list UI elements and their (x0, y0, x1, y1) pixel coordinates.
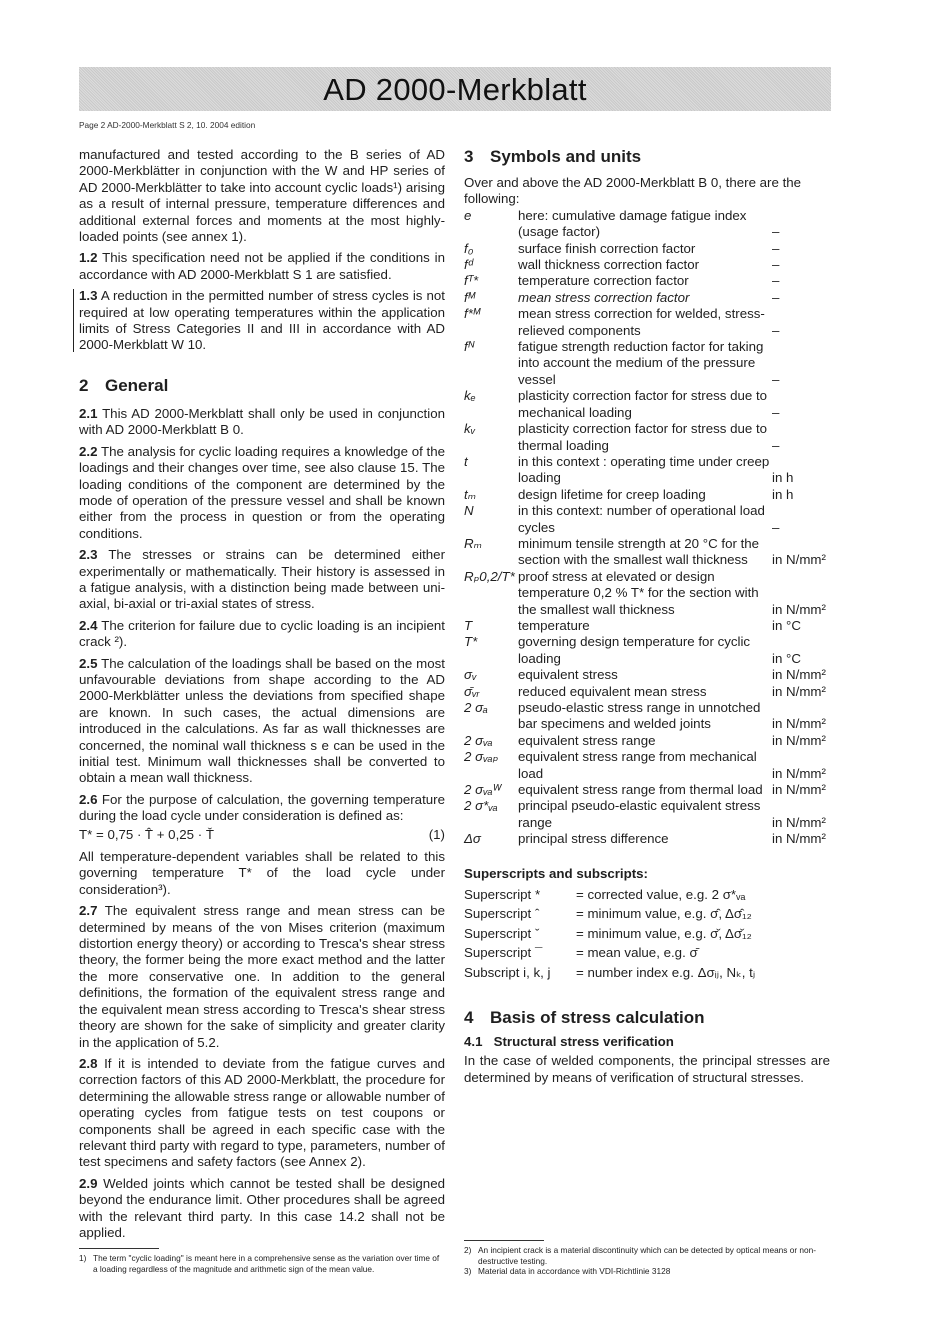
superscript-row: Superscript * = corrected value, e.g. 2 σ*ᵥₐ (464, 886, 746, 902)
symbol-row: 2 σᵥₐₚ equivalent stress range from mechanical load in N/mm² (464, 749, 826, 781)
symbol-row: fᴹ mean stress correction factor – (464, 289, 780, 305)
footnote-separator (79, 1248, 159, 1249)
symbol-row: N in this context: number of operational load cycles – (464, 503, 780, 535)
formula-number: (1) (428, 826, 445, 842)
clause-2-7: 2.7 The equivalent stress range and mean stress can be determined by means of the von Mises criterion (maximum distortion energy theory) or according to Tresca's shear stress theory, the former being the more exact method and the latter the more conservative one. In addition to the general definitions, the formation of the equivalent stress range and the equivalent mean stress according to Tresca's shear stress theory are shown for the sake of simplicity and greater clarity in the application of 5.2. (79, 903, 445, 1050)
clause-2-5: 2.5 The calculation of the loadings shall be based on the most unfavourable deviations from shape according to the AD 2000-Merkblätter unless the deviations from specified shape are known. In such cases, the actual dimensions are introduced in the calculations. As far as wall thicknesses are concerned, the nominal wall thickness s e can be used in the initial test. Minimum wall thicknesses shall be converted to obtain a mean wall thickness. (79, 655, 445, 786)
symbol-row: 2 σᵥₐ equivalent stress range in N/mm² (464, 732, 826, 748)
footnote-3: 3) Material data in accordance with VDI-Richtlinie 3128 (464, 1266, 671, 1276)
symbols-table (464, 208, 830, 848)
superscripts-list (464, 885, 830, 983)
document-title: AD 2000-Merkblatt (323, 72, 587, 107)
symbol-row: fᵀ* temperature correction factor – (464, 273, 780, 289)
symbol-row: f₀ surface finish correction factor – (464, 240, 780, 256)
superscript-row: Superscript ¯ = mean value, e.g. σ̄ (464, 945, 698, 961)
footnote-separator (464, 1240, 544, 1241)
title-banner (79, 67, 831, 111)
footnotes-left (79, 1248, 445, 1274)
clause-1-3: 1.3 A reduction in the permitted number of stress cycles is not required at low operating temperatures within the application limits of Stress Categories II and III in accordance with AD 2000-Merkblatt W 10. (79, 288, 445, 353)
symbol-row: σᵥ equivalent stress in N/mm² (464, 667, 826, 683)
section-4-heading: 4 Basis of stress calculation (464, 1008, 705, 1028)
clause-2-6-continued: All temperature-dependent variables shall be related to this governing temperature T* of the load cycle under consideration³). (79, 849, 445, 897)
symbol-row: kₑ plasticity correction factor for stress due to mechanical loading – (464, 388, 780, 420)
symbol-row: T temperature in °C (464, 617, 801, 633)
superscript-row: Superscript ˇ = minimum value, e.g. σ̌, Δσ̌₁₂ (464, 925, 752, 941)
clause-4-1-heading: 4.1 Structural stress verification (464, 1034, 674, 1050)
section-3-heading: 3 Symbols and units (464, 147, 642, 166)
right-column (464, 147, 830, 1091)
page-info: Page 2 AD-2000-Merkblatt S 2, 10. 2004 edition (79, 120, 256, 130)
superscript-row: Superscript ˆ = minimum value, e.g. σ̂, Δσ̂₁₂ (464, 906, 752, 922)
symbol-row: fᴺ fatigue strength reduction factor for taking into account the medium of the pressure vessel – (464, 339, 780, 387)
symbol-row: t in this context : operating time under creep loading in h (464, 453, 794, 486)
symbol-row: 2 σᵥₐᵂ equivalent stress range from thermal load in N/mm² (464, 782, 826, 798)
footnote-2: 2) An incipient crack is a material discontinuity which can be detected by optical means or non-destructive testing. (464, 1245, 817, 1266)
symbol-row: T* governing design temperature for cyclic loading in °C (464, 634, 801, 666)
clause-2-4: 2.4 The criterion for failure due to cyclic loading is an incipient crack ²). (79, 617, 445, 650)
symbol-row: Δσ principal stress difference in N/mm² (464, 831, 826, 847)
symbol-row: tₘ design lifetime for creep loading in h (464, 486, 794, 502)
clause-2-1: 2.1 This AD 2000-Merkblatt shall only be used in conjunction with AD 2000-Merkblatt B 0. (79, 405, 445, 438)
clause-2-9: 2.9 Welded joints which cannot be tested shall be designed beyond the endurance limit. Other procedures shall be agreed with the relevant third party. In this case 14.2 shall not be applied. (79, 1175, 445, 1240)
symbol-row: σ̄ᵥᵣ reduced equivalent mean stress in N/mm² (464, 683, 826, 699)
clause-4-1: In the case of welded components, the principal stresses are determined by means of verification of structural stresses. (464, 1053, 830, 1085)
clause-2-2: 2.2 The analysis for cyclic loading requires a knowledge of the loadings and their changes over time, see also clause 15. The loading conditions of the component are determined by the mode of operation of the pressure vessel and shall be known either from the process in question or from the operating conditions. (79, 443, 445, 541)
formula-expression: T* = 0,75 · T̂ + 0,25 · Ť (79, 826, 215, 842)
symbol-row: 2 σₐ pseudo-elastic stress range in unnotched bar specimens and welded joints in N/mm² (464, 700, 826, 732)
clause-1-2: 1.2 This specification need not be applied if the conditions in accordance with AD 2000-Merkblatt S 1 are satisfied. (79, 250, 445, 282)
footnote-1: 1) The term "cyclic loading" is meant here in a comprehensive sense as the variation over time of a loading regardless of the magnitude and arithmetic sign of the mean value. (79, 1253, 440, 1274)
symbol-row: Rₘ minimum tensile strength at 20 °C for the section with the smallest wall thickness in N/mm² (464, 535, 826, 568)
symbol-row: 2 σ*ᵥₐ principal pseudo-elastic equivalent stress range in N/mm² (464, 798, 826, 830)
section-2-heading: 2 General (79, 375, 169, 395)
formula-1 (79, 827, 445, 843)
symbol-row: kᵥ plasticity correction factor for stress due to thermal loading – (464, 421, 780, 453)
clause-2-8: 2.8 If it is intended to deviate from the fatigue curves and correction factors of this AD 2000-Merkblatt, the procedure for determining the allowable stress range or allowable number of operating cycles from fatigue tests on test coupons or components shall be agreed in each specific case with the relevant third party with regard to type, parameters, number of test specimens and safety factors (see Annex 2). (79, 1055, 445, 1170)
subscript-row: Subscript i, k, j = number index e.g. Δσᵢⱼ, Nₖ, tⱼ (464, 964, 756, 980)
footnotes-right (464, 1240, 830, 1277)
symbol-row: Rₚ0,2/T* proof stress at elevated or design temperature 0,2 % T* for the section with the smallest wall thickness in N/mm² (464, 568, 826, 617)
superscripts-heading: Superscripts and subscripts: (464, 865, 648, 881)
intro-paragraph: manufactured and tested according to the B series of AD 2000-Merkblätter in conjunction with the W and HP series of AD 2000-Merkblätter to take into account cyclic loads¹) arising as a result of internal pressure, temperature differences and additional external forces and moments at the most highly-loaded points (see annex 1). (79, 147, 445, 245)
clause-2-3: 2.3 The stresses or strains can be determined either experimentally or mathematically. Their history is assessed in a fatigue analysis, with a distinction being made between uni-axial, bi-axial or tri-axial states of stress. (79, 547, 445, 612)
left-column (79, 147, 445, 1246)
symbol-row: fᵈ wall thickness correction factor – (464, 257, 780, 273)
symbol-row: f*ᴹ mean stress correction for welded, stress-relieved components – (464, 306, 780, 338)
clause-2-6: 2.6 For the purpose of calculation, the governing temperature during the load cycle under consideration is defined as: (79, 791, 445, 824)
symbol-row: e here: cumulative damage fatigue index (usage factor) – (464, 207, 780, 240)
section-3-intro: Over and above the AD 2000-Merkblatt B 0, there are the following: (464, 175, 802, 207)
